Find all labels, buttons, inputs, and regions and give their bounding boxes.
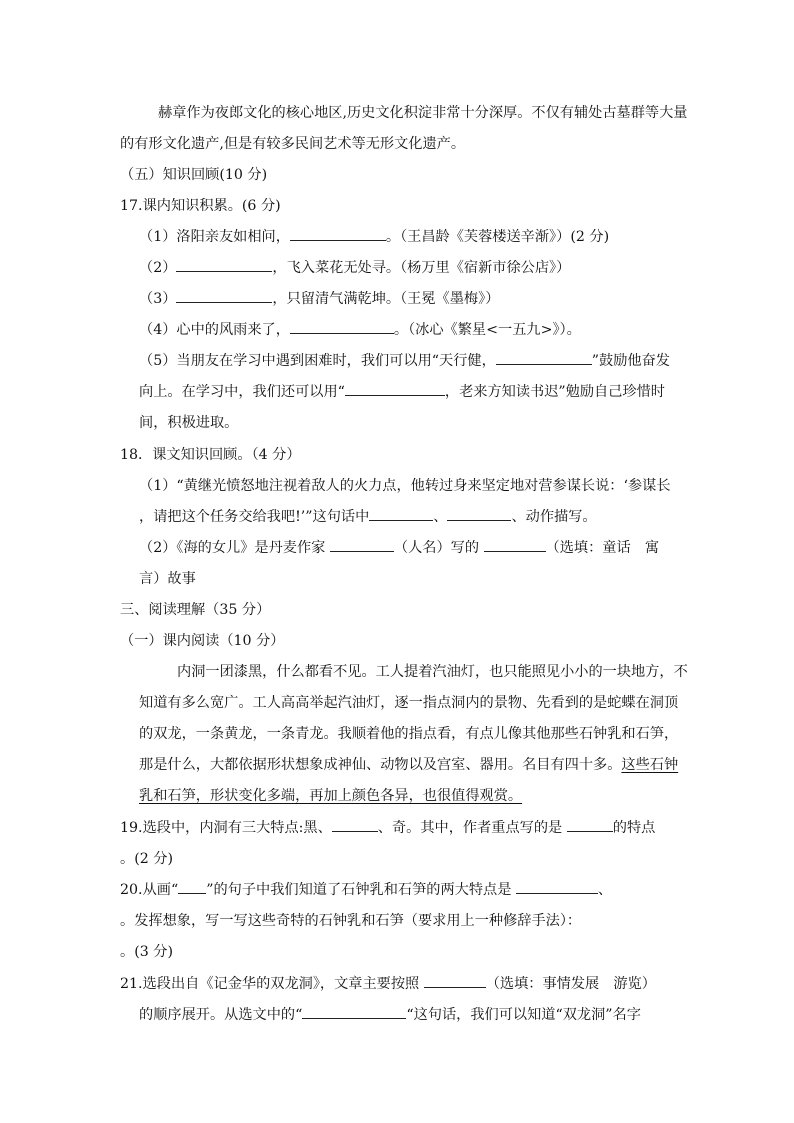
question-17-item-5-line-3: 间，积极进取。 [139,415,239,431]
question-18-title: 18．课文知识回顾。（4 分） [120,447,301,463]
q17-3-text-b: ，只留清气满乾坤。（王冕《墨梅》） [272,291,500,307]
q21-text-b: （选填：事情发展 游览） [485,976,656,992]
question-17-item-3 [139,289,499,309]
q18-2-text-b: （人名）写的 [393,540,484,556]
answer-blank[interactable] [302,1005,406,1019]
answer-blank[interactable] [176,289,272,303]
answer-blank[interactable] [484,538,546,552]
question-21 [120,974,656,994]
question-17-item-5 [139,351,670,371]
question-17-item-4 [139,320,581,340]
question-17-title: 17.课内知识积累。(6 分) [120,198,281,214]
q18-1-text-b: ，请把这个任务交给我吧!’”这句话中 [139,509,370,525]
section-3-heading: 三、阅读理解（35 分） [120,602,271,618]
q20-text-b: ”的句子中我们知道了石钟乳和石笋的两大特点是 [206,882,516,898]
q17-3-text-a: （3） [139,291,177,307]
answer-blank[interactable] [178,880,206,894]
q21-text-c: 的顺序展开。从选文中的“ [139,1007,303,1023]
q20-text-c: 、 [597,882,613,898]
question-18-item-1: （1）“黄继光愤怒地注视着敌人的火力点，他转过身来坚定地对营参谋长说：‘参谋长 [139,478,671,494]
q18-1-text-c: 、 [433,509,448,525]
q20-text-a: 20.从画“ [120,882,179,898]
q19-text-c: 的特点 [612,820,656,836]
answer-blank[interactable] [516,880,598,894]
passage-line-4 [139,755,678,775]
q18-1-text-d: 、动作描写。 [511,509,597,525]
question-20-line-3: 。(3 分) [120,944,173,960]
passage-line-1: 内洞一团漆黑，什么都看不见。工人提着汽油灯，也只能照见小小的一块地方，不 [177,664,688,680]
answer-blank[interactable] [332,818,378,832]
question-18-item-2 [139,538,659,558]
question-17-item-1 [139,227,609,247]
answer-blank[interactable] [369,507,433,521]
answer-blank[interactable] [290,227,386,241]
q17-5-text-a: （5）当朋友在学习中遇到困难时，我们可以用“天行健， [139,353,496,369]
q17-4-text-a: （4）心中的风雨来了， [139,322,290,338]
passage-line-3: 的双龙，一条黄龙，一条青龙。我顺着他的指点看，有点儿像其他那些石钟乳和石笋， [139,726,679,742]
q21-text-a: 21.选段出自《记金华的双龙洞》，文章主要按照 [120,976,424,992]
question-20-line-2: 。发挥想象，写一写这些奇特的石钟乳和石笋（要求用上一种修辞手法）： [120,913,582,929]
question-18-item-2-line-2: 言）故事 [139,571,196,587]
q17-5-text-c: 向上。在学习中，我们还可以用“ [139,384,345,400]
q21-text-d: “这句话，我们可以知道“双龙洞”名字 [406,1007,641,1023]
question-19 [120,818,655,838]
intro-line-2: 的有形文化遗产,但是有较多民间艺术等无形文化遗产。 [120,136,466,152]
answer-blank[interactable] [290,320,394,334]
q19-text-a: 19.选段中，内洞有三大特点:黑、 [120,820,332,836]
answer-blank[interactable] [330,538,394,552]
question-17-item-2 [139,258,570,278]
underlined-sentence: 乳和石笋，形状变化多端，再加上颜色各异，也很值得观赏。 [139,788,523,804]
underlined-sentence: 这些石钟 [621,757,679,773]
answer-blank[interactable] [345,382,445,396]
passage-line-2: 知道有多么宽广。工人高高举起汽油灯，逐一指点洞内的景物、先看到的是蛇蝶在洞顶 [139,695,679,711]
question-17-item-5-line-2 [139,382,665,402]
q18-2-text-a: （2）《海的女儿》是丹麦作家 [139,540,330,556]
q17-1-text-a: （1）洛阳亲友如相问， [139,229,290,245]
answer-blank[interactable] [424,974,486,988]
section-5-heading: （五）知识回顾(10 分) [120,167,268,183]
intro-line-1: 赫章作为夜郎文化的核心地区,历史文化积淀非常十分深厚。不仅有辅处古墓群等大量 [158,105,688,121]
q19-text-b: 、奇。其中，作者重点写的是 [377,820,567,836]
question-21-line-2 [139,1005,641,1025]
q17-1-text-b: 。（王昌龄《芙蓉楼送辛渐》）(2 分) [385,229,610,245]
q17-2-text-b: ，飞入菜花无处寻。（杨万里《宿新市徐公店》） [272,260,571,276]
q17-5-text-d: ，老来方知读书迟”勉励自己珍惜时 [444,384,665,400]
answer-blank[interactable] [496,351,592,365]
q17-5-text-b: ”鼓励他奋发 [591,353,670,369]
section-3-subheading: （一）课内阅读（10 分） [120,633,285,649]
answer-blank[interactable] [176,258,272,272]
answer-blank[interactable] [447,507,511,521]
question-19-line-2: 。(2 分) [120,851,173,867]
question-18-item-1-line-2 [139,507,597,527]
q18-2-text-c: （选填：童话 寓 [545,540,660,556]
q17-4-text-b: 。（冰心《繁星<一五九>》）。 [393,322,581,338]
question-20 [120,880,612,900]
answer-blank[interactable] [567,818,613,832]
q17-2-text-a: （2） [139,260,177,276]
passage-line-5 [139,786,522,806]
passage-line-4-text: 那是什么，大都依据形状想象成神仙、动物以及宫室、器用。名目有四十多。 [139,757,622,773]
